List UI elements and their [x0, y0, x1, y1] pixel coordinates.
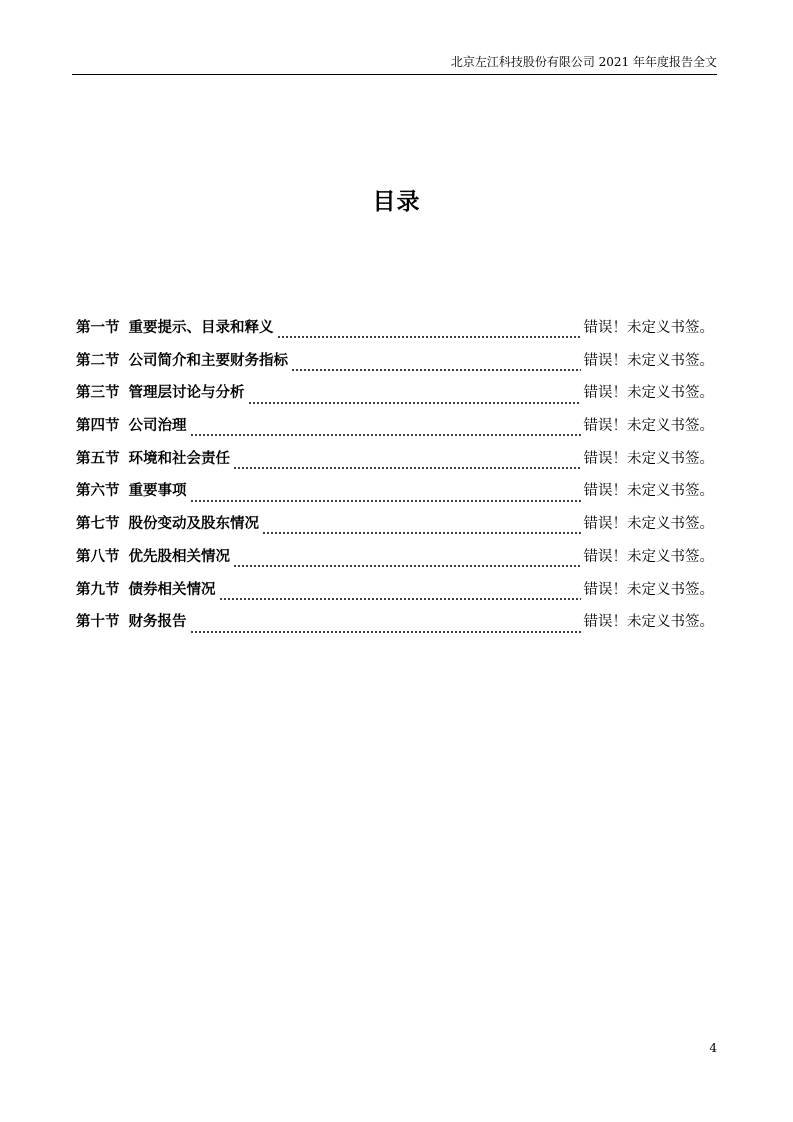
toc-dot-leader	[233, 553, 581, 567]
table-of-contents	[76, 315, 714, 642]
toc-page-reference: 错误！未定义书签。	[583, 483, 714, 500]
toc-entry[interactable]	[76, 348, 714, 381]
toc-dot-leader	[291, 357, 581, 371]
toc-page-reference: 错误！未定义书签。	[583, 516, 714, 533]
toc-entry[interactable]	[76, 315, 714, 348]
toc-page-reference: 错误！未定义书签。	[583, 352, 714, 369]
toc-section-title: 重要事项	[128, 483, 187, 500]
toc-page-reference: 错误！未定义书签。	[583, 450, 714, 467]
toc-entry[interactable]	[76, 544, 714, 577]
toc-section-title: 管理层讨论与分析	[128, 385, 245, 402]
toc-section-title: 公司治理	[128, 418, 187, 435]
toc-section-title: 债券相关情况	[128, 581, 216, 598]
toc-dot-leader	[262, 520, 581, 534]
toc-section-title: 财务报告	[128, 614, 187, 631]
toc-section-number: 第四节	[76, 418, 120, 435]
toc-section-title: 优先股相关情况	[128, 548, 230, 565]
toc-section-title: 公司简介和主要财务指标	[128, 352, 288, 369]
toc-entry[interactable]	[76, 511, 714, 544]
toc-page-reference: 错误！未定义书签。	[583, 385, 714, 402]
toc-page-reference: 错误！未定义书签。	[583, 581, 714, 598]
toc-dot-leader	[190, 422, 581, 436]
toc-page-reference: 错误！未定义书签。	[583, 614, 714, 631]
toc-entry[interactable]	[76, 413, 714, 446]
toc-section-number: 第五节	[76, 450, 120, 467]
toc-section-number: 第八节	[76, 548, 120, 565]
toc-page-reference: 错误！未定义书签。	[583, 418, 714, 435]
page-header	[72, 52, 717, 75]
toc-entry[interactable]	[76, 478, 714, 511]
toc-dot-leader	[277, 324, 581, 338]
page-title: 目录	[372, 189, 421, 215]
toc-page-reference: 错误！未定义书签。	[583, 548, 714, 565]
toc-section-number: 第三节	[76, 385, 120, 402]
toc-section-number: 第二节	[76, 352, 120, 369]
toc-section-title: 重要提示、目录和释义	[128, 320, 274, 336]
toc-section-number: 第一节	[76, 320, 120, 336]
toc-dot-leader	[233, 455, 581, 469]
toc-dot-leader	[248, 390, 581, 404]
page-number: 4	[709, 1041, 717, 1055]
toc-section-number: 第六节	[76, 483, 120, 500]
toc-section-title: 环境和社会责任	[128, 450, 230, 467]
toc-page-reference: 错误！未定义书签。	[583, 320, 714, 336]
toc-entry[interactable]	[76, 609, 714, 642]
toc-dot-leader	[190, 488, 581, 502]
toc-dot-leader	[219, 586, 581, 600]
toc-entry[interactable]	[76, 577, 714, 610]
toc-section-number: 第七节	[76, 516, 120, 533]
toc-section-number: 第九节	[76, 581, 120, 598]
toc-section-title: 股份变动及股东情况	[128, 516, 259, 533]
toc-dot-leader	[190, 619, 581, 633]
header-text: 北京左江科技股份有限公司 2021 年年度报告全文	[450, 55, 717, 69]
toc-entry[interactable]	[76, 446, 714, 479]
toc-section-number: 第十节	[76, 614, 120, 631]
toc-entry[interactable]	[76, 380, 714, 413]
